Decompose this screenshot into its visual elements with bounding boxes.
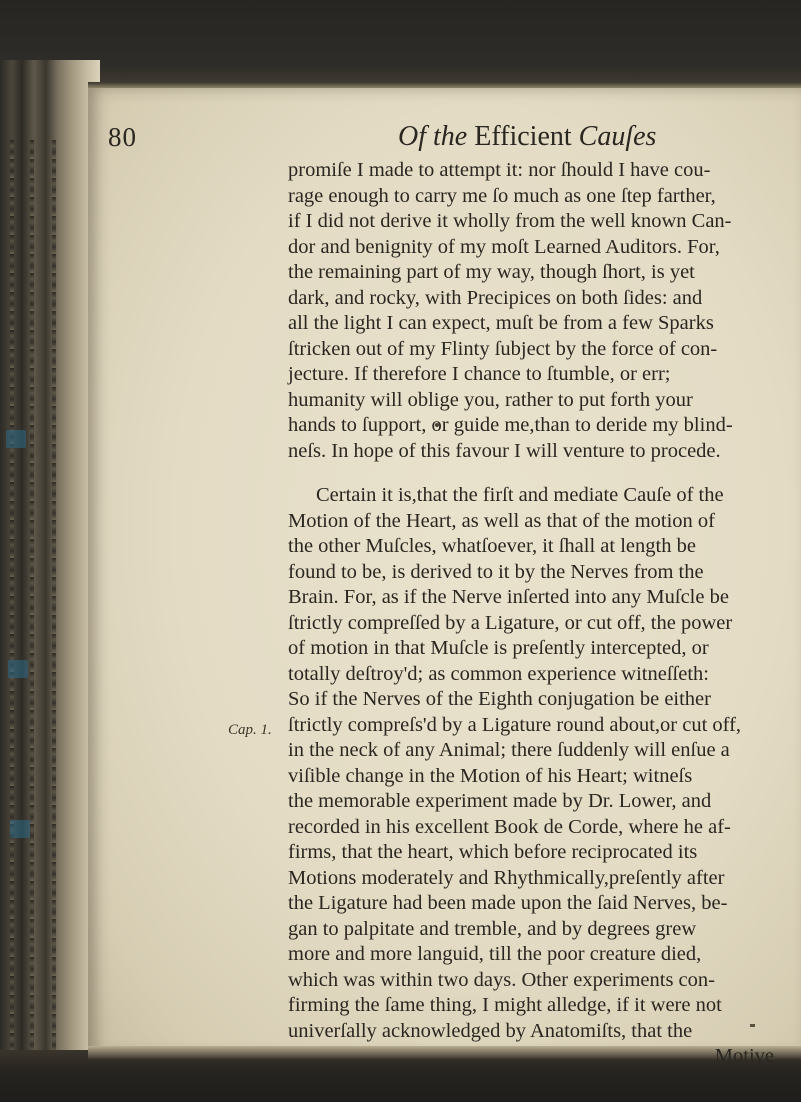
book-binding-gutter: [0, 60, 100, 1060]
text-line: dark, and rocky, with Precipices on both ſides: and: [288, 287, 703, 309]
ink-speck: [750, 1024, 755, 1027]
text-line: gan to palpitate and tremble, and by degrees grew: [288, 918, 697, 940]
binding-strip: [10, 140, 14, 1100]
text-line: Motions moderately and Rhythmically,preſently after: [288, 867, 725, 889]
binding-strip: [30, 140, 34, 1100]
text-line: viſible change in the Motion of his Heart; witneſs: [288, 765, 693, 787]
binding-strip: [52, 140, 56, 1100]
text-line: neſs. In hope of this favour I will venture to procede.: [288, 440, 721, 462]
binding-color-mark: [6, 430, 26, 448]
running-head-suffix: Cauſes: [571, 121, 657, 152]
text-line: which was within two days. Other experiments con-: [288, 969, 715, 991]
text-line: jecture. If therefore I chance to ſtumble, or err;: [288, 363, 671, 385]
text-line: the other Muſcles, whatſoever, it ſhall at length be: [288, 535, 696, 557]
text-line: ſtricken out of my Flinty ſubject by the force of con-: [288, 338, 718, 360]
margin-note: Cap. 1.: [228, 722, 272, 738]
text-line: the Ligature had been made upon the ſaid Nerves, be-: [288, 892, 728, 914]
text-line: humanity will oblige you, rather to put forth your: [288, 389, 693, 411]
text-line: firming the ſame thing, I might alledge, if it were not: [288, 994, 722, 1016]
text-line: Brain. For, as if the Nerve inſerted into any Muſcle be: [288, 586, 729, 608]
binding-color-mark: [10, 820, 30, 838]
text-line: totally deſtroy'd; as common experience witneſſeth:: [288, 663, 709, 685]
text-line: ſtrictly compreſſed by a Ligature, or cut off, the power: [288, 612, 733, 634]
text-line: Certain it is,that the firſt and mediate Cauſe of the: [316, 484, 724, 506]
text-line: if I did not derive it wholly from the well known Can-: [288, 210, 732, 232]
text-line: found to be, is derived to it by the Nerves from the: [288, 561, 704, 583]
running-head-prefix: Of the: [398, 121, 475, 152]
text-line: univerſally acknowledged by Anatomiſts, that the: [288, 1020, 693, 1042]
text-line: more and more languid, till the poor creature died,: [288, 943, 702, 965]
text-line: the memorable experiment made by Dr. Lower, and: [288, 790, 712, 812]
text-line: dor and benignity of my moſt Learned Auditors. For,: [288, 236, 720, 258]
text-line: of motion in that Muſcle is preſently intercepted, or: [288, 637, 709, 659]
running-head: [398, 121, 656, 153]
text-line: ſtrictly compreſs'd by a Ligature round about,or cut off,: [288, 714, 742, 736]
text-line: recorded in his excellent Book de Corde, where he af-: [288, 816, 731, 838]
binding-color-mark: [8, 660, 28, 678]
text-line: rage enough to carry me ſo much as one ſtep farther,: [288, 185, 716, 207]
text-line: firms, that the heart, which before reciprocated its: [288, 841, 698, 863]
text-line: all the light I can expect, muſt be from a few Sparks: [288, 312, 714, 334]
dark-backdrop-top: [0, 0, 801, 95]
text-line: the remaining part of my way, though ſhort, is yet: [288, 261, 695, 283]
text-line: promiſe I made to attempt it: nor ſhould I have cou-: [288, 159, 711, 181]
text-line: hands to ſupport, or guide me,than to deride my blind-: [288, 414, 733, 436]
page-edge-bottom: [88, 1046, 801, 1060]
running-head-roman-word: Efficient: [474, 121, 572, 152]
text-line: Motion of the Heart, as well as that of the motion of: [288, 510, 715, 532]
catchword: Motive: [714, 1045, 774, 1067]
text-line: So if the Nerves of the Eighth conjugation be either: [288, 688, 711, 710]
page-number: 80: [108, 122, 137, 152]
text-line: in the neck of any Animal; there ſuddenly will enſue a: [288, 739, 730, 761]
